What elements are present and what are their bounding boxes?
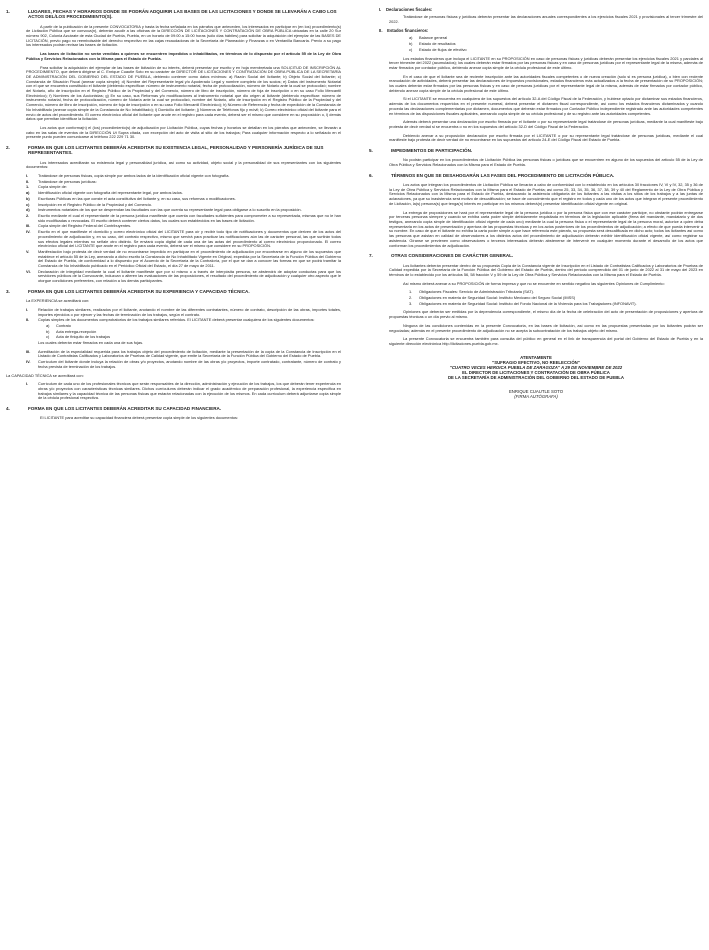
list-item: 2. Escrito mediante el cual el representante de la persona jurídica manifieste que cuenta con facultades suficientes para comprometer a su representada, mismas que no le han sido modificadas o revocadas. El escrito deberá contener ciertos datos, los cuales son establecidos en las bases de licitación. bbox=[26, 212, 341, 223]
paragraph: Los interesados acreditarán su existencia legal y personalidad jurídica, así como su actividad, objeto social y la personalidad de sus representantes con los siguientes documentos: bbox=[26, 159, 341, 170]
paragraph: La CAPACIDAD TÉCNICA se acreditará con: bbox=[6, 372, 84, 378]
paragraph: La presente Convocatoria se encuentra también para consulta del público en general en el link de transparencia del portal del Gobierno del Estado de Puebla y en la siguiente dirección electrónica http://licitaciones.puebla.gob.mx. bbox=[389, 336, 703, 346]
paragraph: Los actos que integran los procedimientos de Licitación Pública se llevarán a cabo de conformidad con lo establecido en los artículos 30 fracciones IV, VI y IV, 32, 35 y 36 de la Ley de Obra Pública y Servicios Relacionados con la Misma para el Estado de Puebla; así como 25, 33, 34, 35, 36, 37, 38, 39 y 40 del Reglamento de la Ley de Obra Pública y Servicios Relacionados con la Misma para el Estado de Puebla, destacando la asistencia obligatoria de los licitantes a las visitas a los sitios de los trabajos y a las juntas de aclaraciones, ya que su inasistencia será motivo de descalificación; se hace de conocimiento que el registro en todos y cada uno de los actos que integran el presente procedimiento de Licitación, la(s) persona(s) que tenga(n) interés en participar en los mismos deberá(n) presentar identificación oficial vigente en original. bbox=[389, 182, 703, 206]
paragraph: A partir de la publicación de la presente CONVOCATORIA y hasta la fecha señalada en los párrafos que anteceden, los interesados en participar en (en los) procedimiento(s) de Licitación Pública que se convoca(n), deberán acudir a las oficinas de la DIRECCIÓN DE LICITACIONES Y CONTRATACIÓN DE OBRA PÚBLICA ubicadas en la calle 20 Sur número 902, Colonia Azcárate de esta Ciudad de Puebla, Puebla, en un horario de 09:00 a 15:00 horas (sólo días hábiles) para solicitar la adquisición del ejemplar de las BASES DE LICITACIÓN, previo pago no reembolsable del derecho respectivo en las cajas recaudadoras de la Secretaría de Planeación y Finanzas o en Ventanilla Bancaria. Previo a su pago los interesados podrán revisar las bases de licitación. bbox=[26, 23, 341, 48]
motto: "SUFRAGIO EFECTIVO, NO REELECCIÓN" bbox=[492, 359, 580, 365]
section-number: 4. bbox=[6, 406, 10, 412]
list-item: 1. Obligaciones Fiscales: Servicio de Administración Tributaria (SAT). bbox=[409, 289, 534, 295]
section-number: 2. bbox=[6, 145, 10, 151]
paragraph: La entrega de proposiciones se hará por el representante legal de la persona jurídica o por la persona física que con ese carácter participe, no obstante podrán entregarse por terceras personas siempre y cuando se exhiba carta poder simple debidamente requisitada en términos de la legislación aplicable (firma del mandante, mandatario y de dos testigos, anexando copia simple de identificación oficial vigente de cada uno) mediante la cual la persona física o el representante legal de la persona moral, autorice a quien deba representarla en los actos de presentación y apertura de las propuestas técnicas y en los actos posteriores de los procedimientos de adjudicación; a efecto de que pueda intervenir a su nombre. En caso de que el licitante no exhiba la carta poder simple a que hace referencia este párrafo, su propuesta será descalificada en dicho acto; todos los licitantes así como las personas que asistan en calidad de observadores a los distintos actos del procedimiento de adjudicación deberán exhibir identificación oficial vigente, así como registrar su asistencia. Gíranse se previenen como observadores o terceros interesados deberán abstenerse de intervenir en cualquier momento durante el desarrollo de los actos que conforman los procedimientos de adjudicación. bbox=[389, 209, 703, 248]
list-item: a) Identificación oficial vigente con fotografía del representante legal, por ambos lados. bbox=[26, 190, 183, 196]
section-7-heading bbox=[369, 253, 703, 258]
signature-note: (FIRMA AUTÓGRAFA) bbox=[514, 393, 558, 399]
list-item: II. Copias simples de los documentos comprobatorios de los trabajos similares referidos. El LICITANTE deberá presentar cualquiera de los siguientes documentos: bbox=[26, 317, 315, 323]
paragraph: En el caso de que el licitante sea de reciente inscripción ante las autoridades fiscales competentes o de nueva creación (solo si es persona jurídica), o bien con reciente reanudación de actividades, deberá presentar las declaraciones de impuestos provisionales, estados financieros más actualizados a la fecha de presentación de su PROPOSICIÓN; los cuales deberán estar firmados por las personas físicas y en caso de personas jurídicas por el representante legal de la misma, además de estar firmados por contador público, debiendo anexar copia simple de la cédula profesional de este último. bbox=[389, 73, 703, 93]
list-item: V. Manifestación bajo protesta de decir verdad de no encontrarse impedido en participar en el procedimiento de adjudicación por encontrarse en alguno de los supuestos que establece el artículo 55 de la Ley, anexando a dicho escrito la Constancia de No Inhabilitado Vigente en Original, expedida por la Secretaría de la Función Pública del Gobierno del Estado de Puebla, de conformidad a lo dispuesto por el Acuerdo de la Secretaría de la Contraloría, por el que se dan a conocer las formas en que se podrá tramitar la Constancia de No Inhabilitado publicado en el Periódico Oficial del Estado, el día 27 de mayo de 2011. bbox=[26, 248, 341, 269]
section-number: 1. bbox=[6, 9, 10, 14]
list-item: II. Tratándose de personas jurídicas: bbox=[26, 178, 97, 184]
section-5-heading bbox=[369, 148, 703, 153]
section-title: FORMA EN QUE LOS LICITANTES DEBERÁN ACREDITAR SU CAPACIDAD FINANCIERA. bbox=[28, 406, 222, 412]
section-title: TÉRMINOS EN QUE SE DESAHOGARÁN LAS FASES DEL PROCEDIMIENTO DE LICITACIÓN PÚBLICA. bbox=[391, 172, 615, 178]
closing: ATENTAMENTE bbox=[520, 354, 552, 360]
paragraph: Ninguna de las condiciones contenidas en la presente Convocatoria, en las bases de licitación, así como en las propuestas presentadas por los licitantes podrán ser negociadas; además en el presente procedimiento de adjudicación no se acepta la subcontratación de los trabajos objeto del mismo. bbox=[389, 322, 703, 333]
paragraph: Así mismo deberá anexar a su PROPOSICIÓN de forma impresa y que no se encuentre en sentido negativo las siguientes Opiniones de Cumplimiento: bbox=[403, 280, 665, 286]
list-item: IV. Escrito en el que manifieste el domicilio y correo electrónico oficial del LICITANTE para oír y recibir todo tipo de notificaciones y documentos que deriven de los actos del procedimiento de adjudicación y, en su caso, del contrato respectivo, mismo que servirá para practicar las notificaciones aún las de carácter personal, las que surtirán todos sus efectos legales mientras no señale otro distinto. Se enviará copia digital de cada una de las actas del procedimiento al correo electrónico proporcionado. El correo electrónico oficial del LICITANTE que anote en el registro para cada evento, deberá ser el mismo que considere en su PROPOSICIÓN. bbox=[26, 229, 341, 249]
paragraph: Tratándose de personas físicas y jurídicas deberán presentar las declaraciones anuales correspondientes a los ejercicios fiscales 2021 y provisionales al tercer trimestre del 2022. bbox=[389, 14, 703, 24]
list-item: III. Acreditación de la especialidad requerida para los trabajos objeto del procedimiento de licitación, mediante la presentación de la copia de la Constancia de Inscripción en el Listado de Contratistas Calificados y Laboratorios de Pruebas de Calidad vigente, que emite la Secretaría de la Función Pública del Gobierno del Estado de Puebla. bbox=[26, 348, 341, 359]
list-item: IV. Currículum del licitante donde incluya la relación de obras y/o proyectos, anotando nombre de las obras y/o proyectos, importe contratado, contratante, número de contrato y fecha prevista de terminación de los trabajos. bbox=[26, 359, 341, 369]
paragraph: Los estados financieros que incluya el LICITANTE en su PROPOSICIÓN en caso de personas físicas y jurídicas deberán presentar los ejercicios fiscales 2021 y parciales al tercer trimestre del 2022 (acumulados); los cuales deberán estar firmados por las personas físicas y en caso de personas jurídicas por el representante legal de la misma, además de estar firmados por contador público, debiendo anexar copia simple de la cédula profesional de este último. bbox=[389, 55, 703, 70]
list-item: 3. Obligaciones en materia de Seguridad Social: Instituto del Fondo Nacional de la Vivienda para los Trabajadores (INFONAVIT). bbox=[409, 300, 637, 306]
list-item: III. Copia simple del Registro Federal del Contribuyentes. bbox=[26, 223, 132, 229]
list-item: a) Balance general bbox=[409, 35, 448, 41]
signature-block bbox=[369, 355, 703, 399]
section-6-heading bbox=[369, 173, 703, 178]
list-item: c) Acta de finiquito de los trabajos bbox=[46, 334, 111, 340]
paragraph: Los licitantes deberán presentar dentro de su propuesta Copia de la Constancia vigente de Inscripción en el Listado de Contratistas Calificados y Laboratorios de Pruebas de Calidad expedida por la Secretaría de la Función Pública del Gobierno del Estado de Puebla, dentro del periodo comprendido del 01 de junio de 2022 al 31 de mayo del 2023 en términos de lo establecido por los artículos 56, 58 fracción V y 59 de la Ley de Obra Pública y Servicios Relacionados con la Misma para el Estado de Puebla. bbox=[389, 262, 703, 277]
subheading: II. Estados financieros: bbox=[379, 28, 429, 34]
paragraph: Opiniones que deberán ser emitidas por la dependencia correspondiente, el mismo día de la fecha de celebración del acto de presentación de proposiciones y apertura de propuestas técnicas o un día previo al mismo. bbox=[389, 309, 703, 320]
signer-name: ENRIQUE CUAUTLE SOTO bbox=[508, 388, 564, 394]
list-item: I. Currículum de cada uno de los profesionales técnicos que serán responsables de la dirección, administración y ejecución de los trabajos, los que deberán tener experiencia en obras y/o proyectos con características técnicas similares. Dichos currículums deberán indicar el grado académico de preparación profesional, la experiencia específica en trabajos similares y la capacidad técnica de las personas físicas que estarán relacionadas con la ejecución de los mismos. En cada currículum deberá adjuntarse copia simple de la cédula profesional respectiva. bbox=[26, 381, 341, 401]
list-item: a) Contrato bbox=[46, 322, 71, 328]
right-column bbox=[369, 4, 703, 399]
signer-title: EL DIRECTOR DE LICITACIONES Y CONTRATACIÓN DE OBRA PÚBLICA bbox=[462, 370, 610, 376]
list-item: c) Inscripción en el Registro Público de la Propiedad y del Comercio. bbox=[26, 201, 152, 207]
list-item: d) Instrumentos notariales de los que se desprendan las facultades con las que cuenta su representante legal para obligarse a lo suscrito en la proposición. bbox=[26, 207, 302, 213]
left-column bbox=[6, 4, 341, 425]
section-title: LUGARES, FECHAS Y HORARIOS DONDE SE PODRÁN ADQUIRIR LAS BASES DE LAS LICITACIONES Y DONDE SE LLEVARÁN A CABO LOS ACTOS DEL/LOS PROCEDIMIENTO(S). bbox=[28, 9, 337, 20]
paragraph: No podrán participar en los procedimientos de Licitación Pública las personas físicas o jurídicas que se encuentren en alguno de los supuestos del artículo 55 de la Ley de Obra Pública y Servicios Relacionados con la Misma para el Estado de Puebla. bbox=[389, 157, 703, 168]
section-3-heading bbox=[6, 289, 341, 294]
paragraph: El LICITANTE para acreditar su capacidad financiera deberá presentar copia simple de los siguientes documentos: bbox=[40, 415, 239, 421]
section-2-heading bbox=[6, 145, 341, 156]
paragraph: Además deberá presentar una declaración por escrito firmada por el licitante o por su representante legal tratándose de personas jurídicas, mediante la cual manifieste bajo protesta de decir verdad si se encuentra o no en los supuestos del artículo 32-D del Código Fiscal de la Federación. bbox=[389, 119, 703, 129]
list-item: b) Escrituras Públicas en las que conste el acta constitutiva del licitante y, en su caso, sus reformas o modificaciones. bbox=[26, 195, 236, 201]
paragraph: Los actos que conforma(n) el (los) procedimiento(s) de adjudicación por Licitación Pública, cuyas fechas y horarios se detallan en los párrafos que anteceden, se llevarán a cabo en las salas de eventos de la DIRECCIÓN Ut Supra citada, con excepción del acto de visita al sitio de los trabajos; Para cualquier información respecto a lo señalado en el presente punto pueden comunicarse al teléfono 222 229 71 30. bbox=[26, 124, 341, 140]
paragraph: La EXPERIENCIA se acreditará con: bbox=[26, 298, 90, 304]
list-item: I. Relación de trabajos similares, realizados por el licitante, anotando el nombre de las diferentes contratantes, número de contrato, descripción de las obras, importes totales, importes ejercidos o por ejercer y las fechas de terminación de los trabajos, según el contrato. bbox=[26, 306, 341, 317]
paragraph: Las bases de licitación no serán vendidas a quienes se encuentren impedidos o inhabilitados, en términos de lo dispuesto por el artículo 55 de la Ley de Obra Pública y Servicios Relacionados con la Misma para el Estado de Puebla. bbox=[26, 51, 341, 61]
section-number: 5. bbox=[369, 148, 373, 154]
section-number: 6. bbox=[369, 172, 373, 178]
list-item: b) Acta entrega-recepción bbox=[46, 328, 97, 334]
section-number: 7. bbox=[369, 253, 373, 259]
section-title: FORMA EN QUE LOS LICITANTES DEBERÁN ACREDITAR SU EXPERIENCIA Y CAPACIDAD TÉCNICA. bbox=[28, 288, 250, 294]
signer-department: DE LA SECRETARÍA DE ADMINISTRACIÓN DEL GOBIERNO DEL ESTADO DE PUEBLA bbox=[447, 375, 625, 381]
section-1-heading bbox=[6, 9, 341, 20]
section-4-heading bbox=[6, 406, 341, 411]
paragraph: Los cuales deberán estar firmados en cada una de sus fojas. bbox=[38, 340, 144, 346]
section-title: IMPEDIMENTOS DE PARTICIPACIÓN. bbox=[391, 148, 473, 154]
section-title: FORMA EN QUE LOS LICITANTES DEBERÁN ACREDITAR SU EXISTENCIA LEGAL, PERSONALIDAD Y PERSONERÍA JURÍDICA DE SUS REPRESENTANTES. bbox=[28, 145, 324, 156]
list-item: 1. Copia simple de: bbox=[26, 184, 67, 190]
list-item: VI. Declaración de integridad mediante la cual el licitante manifieste que por sí mismo o a través de interpósita persona, se abstendrá de adoptar conductas para que los servidores públicos de la Convocante, induzcan o alteren las evaluaciones de las proposiciones, el resultado del procedimiento de adjudicación y cualquier otro aspecto que le otorgue condiciones preferentes, con relación a los demás participantes. bbox=[26, 268, 341, 284]
paragraph: Debiendo anexar a su proposición declaración por escrito firmada por el LICITANTE o por su representante legal tratándose de personas jurídicas, mediante el cual manifieste bajo protesta de decir verdad de no encontrarse en los supuestos del artículo 24-E del Código Fiscal del Estado de Puebla. bbox=[389, 132, 703, 143]
list-item: I. Tratándose de personas físicas, copia simple por ambos lados de la identificación oficial vigente con fotografía. bbox=[26, 173, 230, 179]
section-title: OTRAS CONSIDERACIONES DE CARÁCTER GENERAL. bbox=[391, 253, 514, 259]
paragraph: Si el LICITANTE se encuentra en cualquiera de los supuestos del artículo 32-A del Código Fiscal de la Federación, y hubiese optado por dictaminar sus estados financieros, además de los documentos requeridos en el presente numeral, deberá presentar el dictamen fiscal correspondiente, así como los estados financieros dictaminados y cuando proceda las declaraciones complementarias por dictamen, documentos que deberán estar firmados por Contador Público independiente registrado ante las autoridades competentes en términos de las disposiciones fiscales aplicables, anexando copia simple de su cédula profesional y de su registro ante las autoridades competentes. bbox=[389, 96, 703, 116]
list-item: b) Estado de resultados bbox=[409, 41, 456, 47]
place-date: "CUATRO VECES HEROICA PUEBLA DE ZARAGOZA" A 29 DE NOVIEMBRE DE 2022 bbox=[449, 365, 623, 371]
subheading: I. Declaraciones fiscales: bbox=[379, 7, 433, 12]
list-item: c) Estado de flujos de efectivo bbox=[409, 46, 467, 52]
list-item: 2. Obligaciones en materia de Seguridad Social: Instituto Mexicano del Seguro Social (IMSS) bbox=[409, 295, 576, 301]
section-number: 3. bbox=[6, 288, 10, 294]
paragraph: Para solicitar la adquisición del ejemplar de las bases de licitación de su interés, deberá presentar por escrito y en hoja membretada una SOLICITUD DE INSCRIPCIÓN AL PROCEDIMIENTO, que deberá dirigirse al C. Enrique Cuautle Soto en su carácter de DIRECTOR DE LICITACIONES Y CONTRATACIÓN DE OBRA PÚBLICA DE LA SECRETARÍA DE ADMINISTRACIÓN DEL GOBIERNO DEL ESTADO DE PUEBLA, debiendo contener como datos mínimos: a) Razón Social del licitante; b) Objeto Social del licitante; c) Constancia de Situación Fiscal (anexar copia simple); d) Nombre del Representante legal y/o Apoderado Legal y nombre completo de los socios; e) Datos del instrumento Notarial con el que se encuentra constituido el licitante (debiendo especificar: número de instrumento notarial, fecha de protocolización, número de Notario ante la cual se protocolizó; nombre del Notario, año de inscripción en el Registro Público de la Propiedad y del Comercio, número de libro de inscripción, número de foja de inscripción o en su caso Folio Mercantil Electrónico); f) Nombres de los Accionistas; g) En su caso, sus Reformas y/o modificaciones al instrumento notarial que dio origen al licitante (debiendo especificar: número de instrumento notarial, fecha de protocolización, número de Notaría ante la cual se protocolizó, nombre del Notario, año de inscripción en el Registro Público de la Propiedad y del Comercio, número de libro de inscripción, número de foja de inscripción o en su caso Folio Mercantil Electrónico); h) Número de Referencia y fecha de expedición de la Constancia de No Inhabilitado (anexar copia simple de la Constancia de No Inhabilitado); i) Domicilio del licitante; j) Números de Teléfonos fijo y móvil; k) Correo electrónico oficial del licitante para el envío de actos del procedimiento. El correo electrónico oficial del licitante que anote en el registro para cada evento, deberá ser el mismo que considere en su proposición o, l) demás datos que permitan identificar la licitación. bbox=[26, 64, 341, 122]
